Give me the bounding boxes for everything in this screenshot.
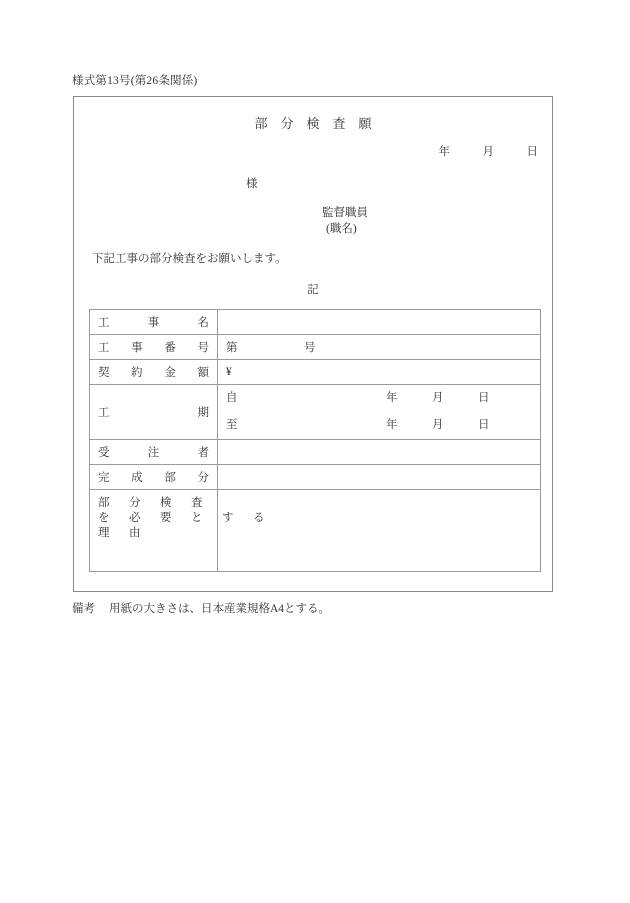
reason-label-line-2: を 必 要 と す る (98, 512, 269, 524)
period-from-label: 自 (226, 392, 238, 404)
label-contractor: 受 注 者 (90, 440, 218, 465)
label-contract-amount: 契 約 金 額 (90, 360, 218, 385)
value-project-name[interactable] (218, 310, 541, 335)
period-from-row[interactable] (218, 385, 540, 412)
detail-table (89, 309, 541, 572)
label-period: 工 期 (90, 385, 218, 440)
label-project-name: 工 事 名 (90, 310, 218, 335)
supervisor-role: 監督職員 (322, 207, 368, 219)
label-project-number: 工 事 番 号 (90, 335, 218, 360)
period-from-day: 日 (478, 392, 490, 404)
label-completed-portion: 完 成 部 分 (90, 465, 218, 490)
period-to-row[interactable] (218, 412, 540, 439)
period-from-date (386, 385, 490, 412)
value-project-number[interactable] (218, 335, 541, 360)
form-number: 様式第13号(第26条関係) (72, 75, 198, 87)
value-contract-amount[interactable]: ¥ (218, 360, 541, 385)
ki-marker: 記 (307, 284, 319, 296)
form-outer-frame (73, 96, 553, 592)
table-row-contractor (90, 440, 541, 465)
footer-note (72, 600, 330, 616)
footer-note-label: 備考 (72, 603, 95, 615)
value-inspection-reason[interactable] (218, 490, 541, 572)
period-to-month: 月 (432, 419, 444, 431)
recipient-suffix: 様 (246, 178, 258, 190)
period-from-year: 年 (386, 392, 398, 404)
period-to-year: 年 (386, 419, 398, 431)
table-row-completed-portion (90, 465, 541, 490)
value-completed-portion[interactable] (218, 465, 541, 490)
label-inspection-reason (90, 490, 269, 572)
table-row-project-name (90, 310, 541, 335)
value-contractor[interactable] (218, 440, 541, 465)
value-period (218, 385, 541, 440)
reason-label-line-1: 部 分 検 査 (98, 497, 207, 509)
project-number-suffix: 号 (304, 342, 316, 354)
period-from-month: 月 (432, 392, 444, 404)
request-sentence: 下記工事の部分検査をお願いします。 (92, 253, 287, 265)
period-to-day: 日 (478, 419, 490, 431)
table-row-period (90, 385, 541, 440)
period-to-label: 至 (226, 419, 238, 431)
table-row-reason (90, 490, 541, 572)
table-row-contract-amount (90, 360, 541, 385)
footer-note-text: 用紙の大きさは、日本産業規格A4とする。 (109, 603, 331, 615)
table-row-project-number (90, 335, 541, 360)
reason-label-line-3: 理 由 (98, 527, 145, 539)
supervisor-title-note: (職名) (326, 223, 357, 235)
issue-date-year: 年 (438, 146, 450, 158)
issue-date-month: 月 (482, 146, 494, 158)
issue-date-line (439, 143, 539, 159)
page-title: 部分検査願 (254, 116, 385, 131)
period-to-date (386, 412, 490, 439)
project-number-prefix: 第 (226, 342, 238, 354)
issue-date-day: 日 (526, 146, 538, 158)
supervisor-block (322, 205, 368, 237)
